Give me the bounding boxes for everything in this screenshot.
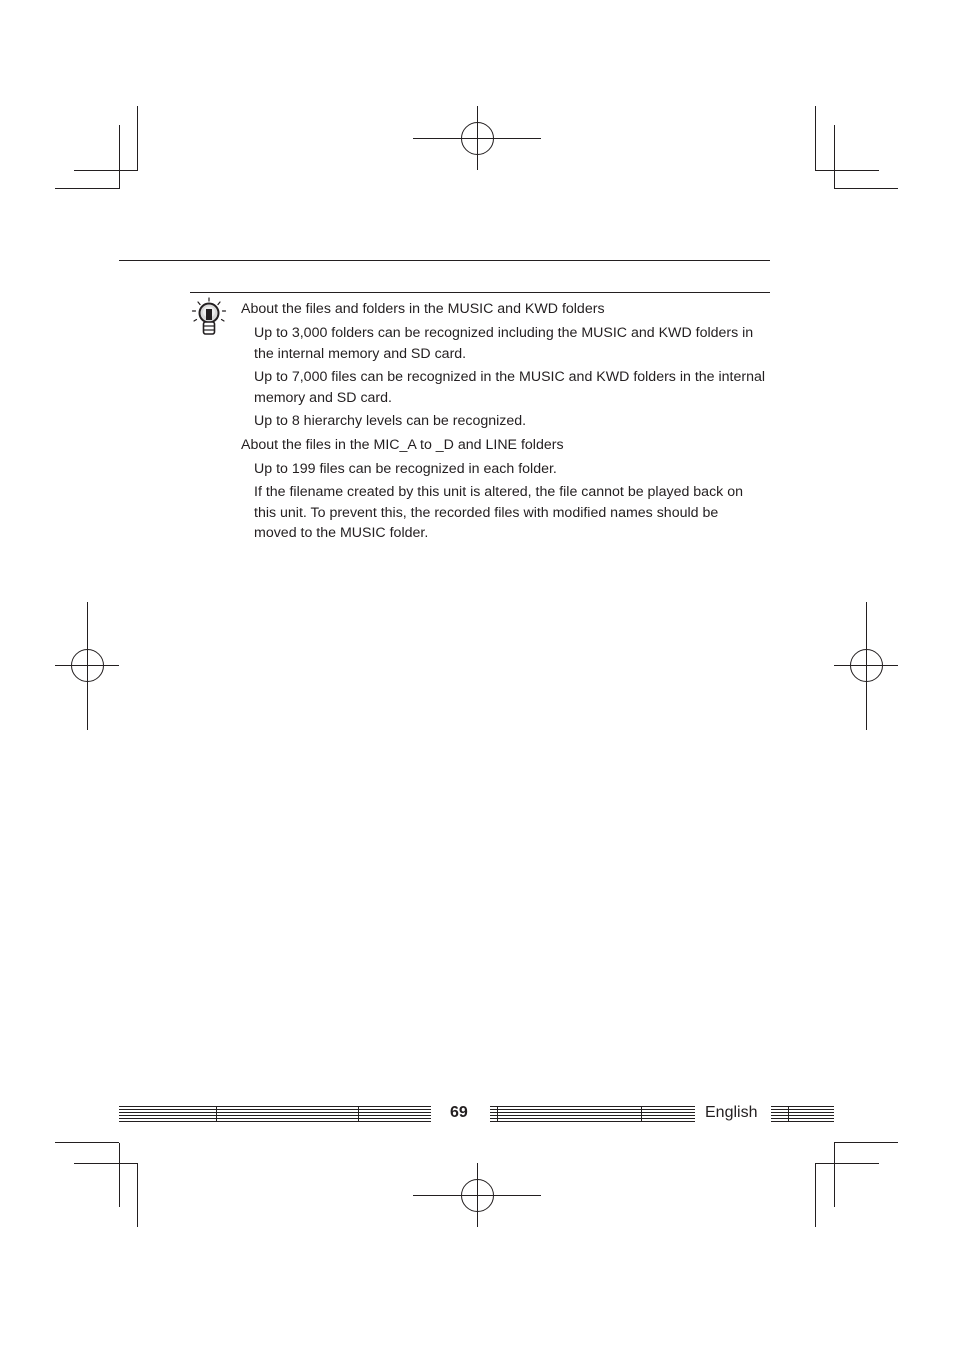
crop-mark-line [55, 1142, 119, 1143]
tip-item-line: Up to 199 files can be recognized in each folder. [254, 461, 557, 477]
tip-item-line: the internal memory and SD card. [254, 346, 467, 362]
registration-mark-circle [850, 649, 883, 682]
tip-item-line: memory and SD card. [254, 390, 392, 406]
tip-heading-mic-line: About the files in the MIC_A to _D and LINE folders [241, 437, 564, 453]
crop-mark-line [834, 1142, 898, 1143]
crop-mark-line [834, 1143, 835, 1207]
tip-item-line: Up to 8 hierarchy levels can be recognized. [254, 413, 527, 429]
tip-item-line: Up to 7,000 files can be recognized in the MUSIC and KWD folders in the internal [254, 369, 766, 385]
crop-mark-line [119, 125, 120, 189]
crop-mark-line [74, 170, 138, 171]
tip-box-rule [190, 292, 770, 293]
tip-item-line: this unit. To prevent this, the recorded files with modified names should be [254, 505, 719, 521]
crop-mark-line [815, 106, 816, 170]
tip-item-line: Up to 3,000 folders can be recognized including the MUSIC and KWD folders in [254, 325, 754, 341]
tip-heading-music-kwd: About the files and folders in the MUSIC and KWD folders [241, 301, 605, 317]
crop-mark-line [815, 1163, 879, 1164]
lightbulb-icon [191, 297, 227, 337]
crop-mark-line [815, 170, 879, 171]
crop-mark-line [834, 188, 898, 189]
crop-mark-line [119, 1143, 120, 1207]
crop-mark-line [55, 188, 119, 189]
crop-mark-line [137, 1163, 138, 1227]
crop-mark-line [137, 106, 138, 170]
crop-mark-line [74, 1163, 138, 1164]
crop-mark-line [815, 1163, 816, 1227]
tip-item-line: If the filename created by this unit is altered, the file cannot be played back on [254, 484, 743, 500]
crop-mark-line [834, 125, 835, 189]
tip-item-line: moved to the MUSIC folder. [254, 525, 429, 541]
page-header-rule [119, 260, 770, 261]
registration-mark-circle [461, 1179, 494, 1212]
registration-mark-circle [461, 122, 494, 155]
page-language: English [705, 1104, 758, 1121]
page-number: 69 [450, 1104, 468, 1121]
registration-mark-circle [71, 649, 104, 682]
